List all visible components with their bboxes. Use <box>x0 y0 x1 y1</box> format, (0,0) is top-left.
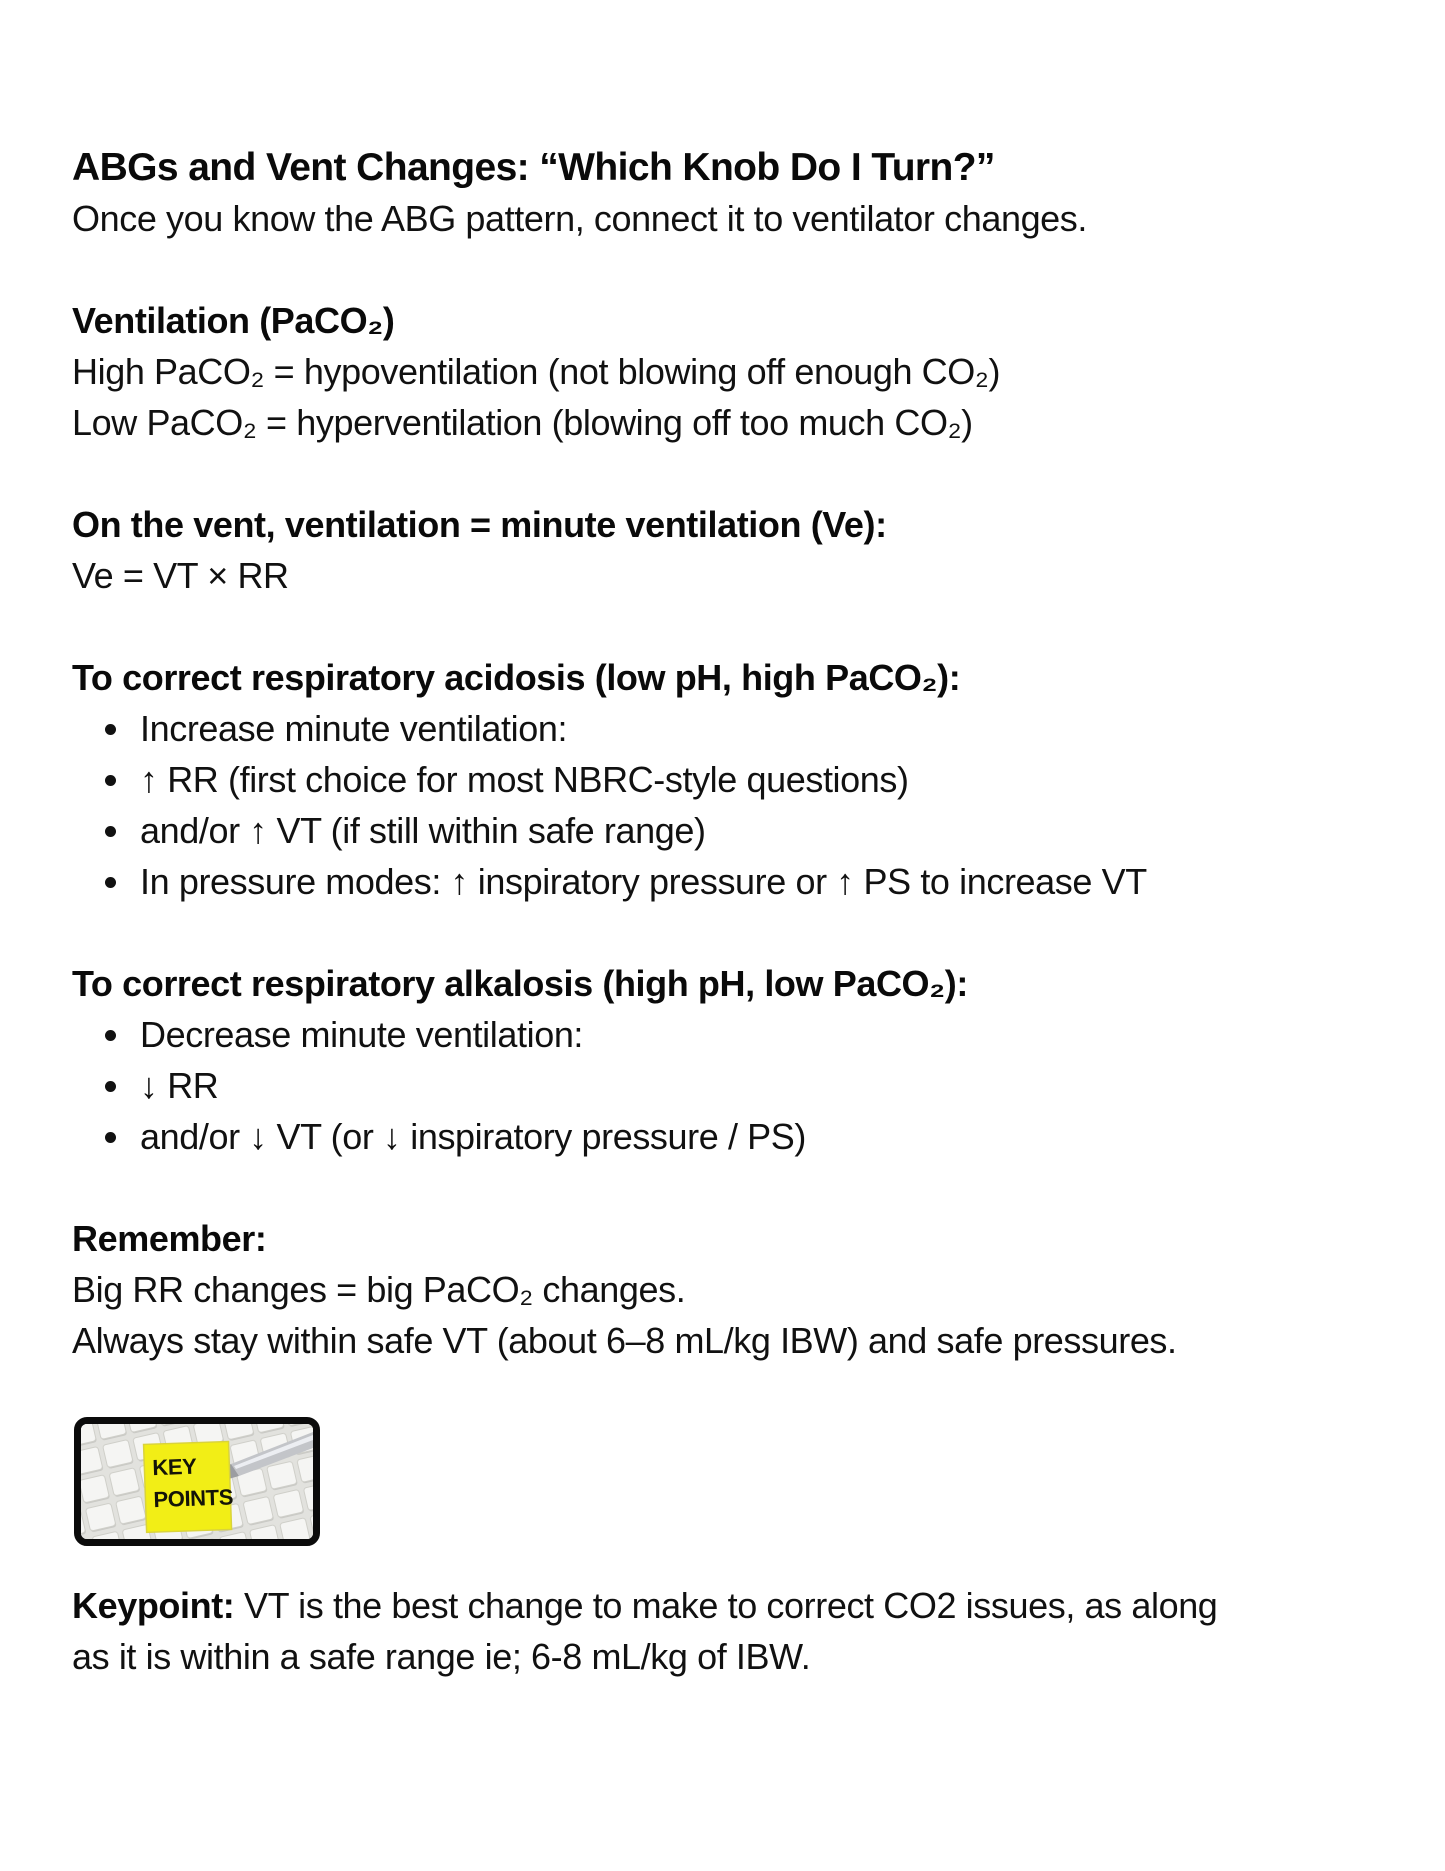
list-item: • Decrease minute ventilation: <box>134 1009 1387 1060</box>
body-line: Low PaCO₂ = hyperventilation (blowing off too much CO₂) <box>72 402 973 443</box>
ventilation-section <box>72 295 1387 448</box>
keypoint-text-line2: as it is within a safe range ie; 6-8 mL/kg of IBW. <box>72 1636 811 1677</box>
remember-heading: Remember: <box>72 1218 267 1259</box>
page-title: ABGs and Vent Changes: “Which Knob Do I Turn?” <box>72 146 995 189</box>
body-line: Big RR changes = big PaCO₂ changes. <box>72 1269 686 1310</box>
intro-subtitle: Once you know the ABG pattern, connect it to ventilator changes. <box>72 198 1088 239</box>
list-item: • Increase minute ventilation: <box>134 703 1387 754</box>
alkalosis-bullet-list <box>72 1009 1387 1162</box>
body-line: High PaCO₂ = hypoventilation (not blowing off enough CO₂) <box>72 351 1001 392</box>
sticky-note-line1: KEY <box>151 1453 197 1481</box>
minute-ventilation-heading: On the vent, ventilation = minute ventilation (Ve): <box>72 504 887 545</box>
formula-line: Ve = VT × RR <box>72 555 289 596</box>
acidosis-heading: To correct respiratory acidosis (low pH, high PaCO₂): <box>72 657 961 698</box>
alkalosis-section <box>72 958 1387 1162</box>
acidosis-section <box>72 652 1387 907</box>
document-content <box>72 142 1387 1682</box>
list-item: • ↑ RR (first choice for most NBRC-style questions) <box>134 754 1387 805</box>
ventilation-heading: Ventilation (PaCO₂) <box>72 300 395 341</box>
list-item: • and/or ↓ VT (or ↓ inspiratory pressure / PS) <box>134 1111 1387 1162</box>
keypoint-text-line1: VT is the best change to make to correct CO2 issues, as along <box>234 1585 1218 1626</box>
alkalosis-heading: To correct respiratory alkalosis (high pH, low PaCO₂): <box>72 963 968 1004</box>
keypoint-section <box>72 1580 1387 1682</box>
list-item: • and/or ↑ VT (if still within safe range) <box>134 805 1387 856</box>
remember-section <box>72 1213 1387 1366</box>
keyboard-illustration <box>81 1424 313 1539</box>
list-item: • In pressure modes: ↑ inspiratory pressure or ↑ PS to increase VT <box>134 856 1387 907</box>
keypoint-label: Keypoint: <box>72 1585 235 1626</box>
sticky-note-line2: POINTS <box>153 1484 234 1513</box>
list-item: • ↓ RR <box>134 1060 1387 1111</box>
key-points-image <box>74 1417 320 1546</box>
body-line: Always stay within safe VT (about 6–8 mL/kg IBW) and safe pressures. <box>72 1320 1177 1361</box>
intro-section <box>72 142 1387 244</box>
minute-ventilation-section <box>72 499 1387 601</box>
acidosis-bullet-list <box>72 703 1387 907</box>
sticky-note <box>144 1441 235 1532</box>
